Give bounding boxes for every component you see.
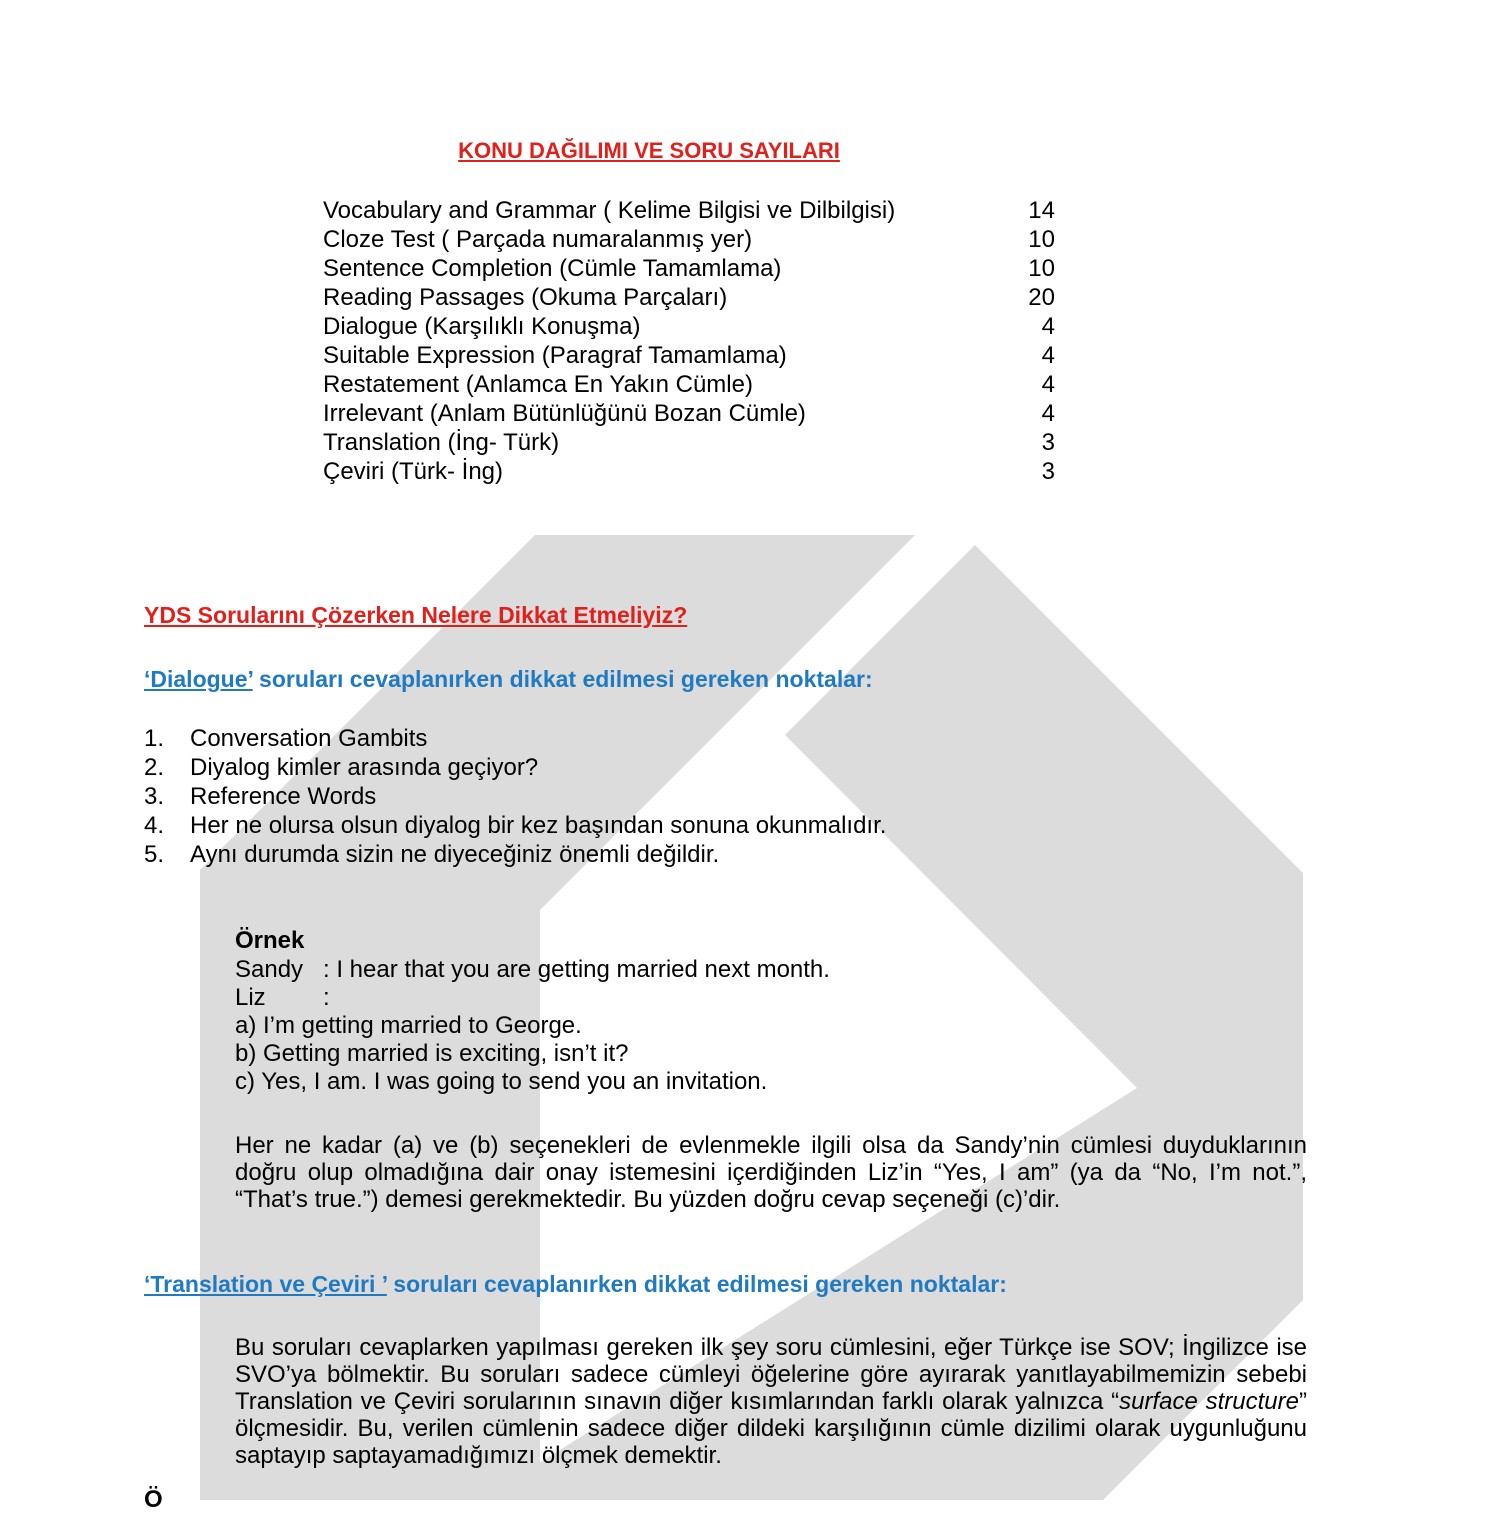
topic-label: Sentence Completion (Cümle Tamamlama) <box>323 255 782 282</box>
example-explanation: Her ne kadar (a) ve (b) seçenekleri de evlenmekle ilgili olsa da Sandy’nin cümlesi duyduklarının doğru olup olmadığına dair onay istemesini içerdiğinden Liz’in “Yes, I am” (ya da “No, I’m not.”, “That’s true.”) demesi gerekmektedir. Bu yüzden doğru cevap seçeneği (c)’dir. <box>235 1132 1307 1213</box>
list-item <box>144 811 886 840</box>
list-item <box>144 753 886 782</box>
topic-count: 4 <box>1041 371 1055 398</box>
topic-row <box>323 283 1055 312</box>
cut-off-heading: Ö <box>144 1486 163 1513</box>
dialogue-heading-link[interactable]: ‘Dialogue’ <box>144 666 253 692</box>
topic-row <box>323 312 1055 341</box>
dialogue-section-heading <box>144 666 873 693</box>
list-number: 2. <box>144 754 165 781</box>
list-number: 4. <box>144 812 165 839</box>
translation-paragraph <box>235 1334 1307 1469</box>
topic-count: 3 <box>1041 458 1055 485</box>
dialogue-heading-text: soruları cevaplanırken dikkat edilmesi gereken noktalar: <box>252 666 873 692</box>
translation-heading-link[interactable]: ‘Translation ve Çeviri ’ <box>144 1271 387 1297</box>
topic-label: Restatement (Anlamca En Yakın Cümle) <box>323 371 753 398</box>
answer-option-b: b) Getting married is exciting, isn’t it? <box>235 1040 629 1067</box>
dialogue-line-liz <box>235 984 1307 1012</box>
translation-section-heading <box>144 1271 1007 1298</box>
list-item <box>144 724 886 753</box>
topic-label: Reading Passages (Okuma Parçaları) <box>323 284 728 311</box>
paragraph-text-end: ” ölçmesidir. Bu, verilen cümlenin sadece diğer dildeki karşılığının cümle dizilimi olarak uygunluğunu saptayıp saptayamadığımızı ölçmek demektir. <box>235 1388 1307 1469</box>
speaker-name: Liz <box>235 984 266 1011</box>
topic-label: Translation (İng- Türk) <box>323 429 560 456</box>
list-number: 1. <box>144 725 165 752</box>
topic-row <box>323 428 1055 457</box>
topic-row <box>323 341 1055 370</box>
page-title: KONU DAĞILIMI VE SORU SAYILARI <box>458 138 840 163</box>
topic-count: 4 <box>1041 342 1055 369</box>
topic-count: 3 <box>1041 429 1055 456</box>
yds-section-heading: YDS Sorularını Çözerken Nelere Dikkat Etmeliyiz? <box>144 602 688 628</box>
topic-count: 4 <box>1041 400 1055 427</box>
topic-label: Cloze Test ( Parçada numaralanmış yer) <box>323 226 753 253</box>
list-number: 3. <box>144 783 165 810</box>
answer-option-a: a) I’m getting married to George. <box>235 1012 582 1039</box>
list-text: Conversation Gambits <box>190 725 428 752</box>
topic-count: 10 <box>1028 255 1055 282</box>
list-item <box>144 782 886 811</box>
paragraph-text-start: Bu soruları cevaplarken yapılması gereken ilk şey soru cümlesini, eğer Türkçe ise SOV; İngilizce ise SVO’ya bölmektir. Bu soruları sadece cümleyi öğelerine göre ayırarak yanıtlayabilmemizin sebebi Translation ve Çeviri sorularının sınavın diğer kısımlarından farklı olarak yalnızca “ <box>235 1334 1307 1415</box>
topic-row <box>323 370 1055 399</box>
list-text: Her ne olursa olsun diyalog bir kez başından sonuna okunmalıdır. <box>190 812 887 839</box>
topic-count: 4 <box>1041 313 1055 340</box>
answer-option-c: c) Yes, I am. I was going to send you an invitation. <box>235 1068 768 1095</box>
list-text: Aynı durumda sizin ne diyeceğiniz önemli değildir. <box>190 841 720 868</box>
dialogue-line-sandy <box>235 956 1307 984</box>
list-text: Reference Words <box>190 783 377 810</box>
dialogue-text: : I hear that you are getting married next month. <box>323 956 830 983</box>
topic-row <box>323 196 1055 225</box>
list-item <box>144 840 886 869</box>
topic-count: 10 <box>1028 226 1055 253</box>
topic-label: Irrelevant (Anlam Bütünlüğünü Bozan Cümle) <box>323 400 806 427</box>
topic-row <box>323 254 1055 283</box>
topic-count: 14 <box>1028 197 1055 224</box>
topic-count: 20 <box>1028 284 1055 311</box>
list-text: Diyalog kimler arasında geçiyor? <box>190 754 539 781</box>
example-block <box>235 926 1307 1213</box>
dialogue-tips-list <box>144 724 886 869</box>
topic-label: Dialogue (Karşılıklı Konuşma) <box>323 313 641 340</box>
list-number: 5. <box>144 841 165 868</box>
paragraph-italic-term: surface structure <box>1119 1388 1299 1415</box>
topic-label: Vocabulary and Grammar ( Kelime Bilgisi ve Dilbilgisi) <box>323 197 896 224</box>
topic-distribution-table <box>323 196 1055 486</box>
topic-label: Suitable Expression (Paragraf Tamamlama) <box>323 342 787 369</box>
example-title: Örnek <box>235 927 305 954</box>
topic-row <box>323 225 1055 254</box>
translation-heading-text: soruları cevaplanırken dikkat edilmesi gereken noktalar: <box>386 1271 1007 1297</box>
topic-row <box>323 457 1055 486</box>
topic-row <box>323 399 1055 428</box>
speaker-name: Sandy <box>235 956 304 983</box>
dialogue-text: : <box>323 984 330 1011</box>
topic-label: Çeviri (Türk- İng) <box>323 458 504 485</box>
